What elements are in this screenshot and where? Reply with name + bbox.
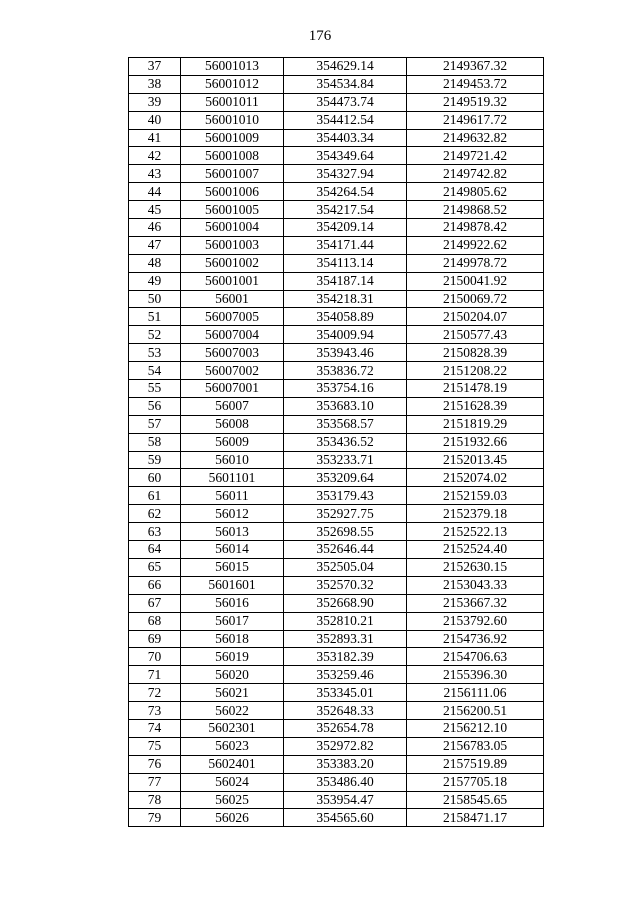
x-coordinate-cell: 354412.54 (284, 111, 407, 129)
table-row (129, 737, 544, 755)
point-id-cell: 56007005 (181, 308, 284, 326)
y-coordinate-cell: 2154736.92 (407, 630, 544, 648)
x-coordinate-cell: 353345.01 (284, 684, 407, 702)
point-id-cell: 56018 (181, 630, 284, 648)
table-row (129, 75, 544, 93)
x-coordinate-cell: 354565.60 (284, 809, 407, 827)
x-coordinate-cell: 352646.44 (284, 541, 407, 559)
row-number-cell: 38 (129, 75, 181, 93)
x-coordinate-cell: 354218.31 (284, 290, 407, 308)
y-coordinate-cell: 2149922.62 (407, 236, 544, 254)
x-coordinate-cell: 354058.89 (284, 308, 407, 326)
y-coordinate-cell: 2152379.18 (407, 505, 544, 523)
x-coordinate-cell: 353568.57 (284, 415, 407, 433)
x-coordinate-cell: 354171.44 (284, 236, 407, 254)
table-row (129, 791, 544, 809)
table-row (129, 576, 544, 594)
x-coordinate-cell: 353182.39 (284, 648, 407, 666)
table-row (129, 469, 544, 487)
row-number-cell: 70 (129, 648, 181, 666)
table-row (129, 326, 544, 344)
row-number-cell: 58 (129, 433, 181, 451)
point-id-cell: 56019 (181, 648, 284, 666)
x-coordinate-cell: 354264.54 (284, 183, 407, 201)
y-coordinate-cell: 2150577.43 (407, 326, 544, 344)
table-row (129, 165, 544, 183)
point-id-cell: 56017 (181, 612, 284, 630)
table-row (129, 684, 544, 702)
x-coordinate-cell: 354209.14 (284, 219, 407, 237)
table-row (129, 58, 544, 76)
row-number-cell: 61 (129, 487, 181, 505)
point-id-cell: 56001003 (181, 236, 284, 254)
table-row (129, 487, 544, 505)
point-id-cell: 56001005 (181, 201, 284, 219)
y-coordinate-cell: 2152524.40 (407, 541, 544, 559)
y-coordinate-cell: 2151819.29 (407, 415, 544, 433)
y-coordinate-cell: 2149367.32 (407, 58, 544, 76)
y-coordinate-cell: 2149805.62 (407, 183, 544, 201)
y-coordinate-cell: 2149453.72 (407, 75, 544, 93)
row-number-cell: 71 (129, 666, 181, 684)
table-row (129, 666, 544, 684)
point-id-cell: 56007002 (181, 362, 284, 380)
point-id-cell: 56001008 (181, 147, 284, 165)
y-coordinate-cell: 2156111.06 (407, 684, 544, 702)
row-number-cell: 74 (129, 719, 181, 737)
table-row (129, 254, 544, 272)
table-row (129, 397, 544, 415)
row-number-cell: 75 (129, 737, 181, 755)
point-id-cell: 56016 (181, 594, 284, 612)
y-coordinate-cell: 2149868.52 (407, 201, 544, 219)
y-coordinate-cell: 2156783.05 (407, 737, 544, 755)
x-coordinate-cell: 353754.16 (284, 380, 407, 398)
table-row (129, 344, 544, 362)
y-coordinate-cell: 2149519.32 (407, 93, 544, 111)
x-coordinate-cell: 352810.21 (284, 612, 407, 630)
row-number-cell: 55 (129, 380, 181, 398)
row-number-cell: 72 (129, 684, 181, 702)
table-row (129, 93, 544, 111)
row-number-cell: 76 (129, 755, 181, 773)
point-id-cell: 5602301 (181, 719, 284, 737)
row-number-cell: 53 (129, 344, 181, 362)
point-id-cell: 56001010 (181, 111, 284, 129)
y-coordinate-cell: 2150041.92 (407, 272, 544, 290)
point-id-cell: 56015 (181, 558, 284, 576)
y-coordinate-cell: 2154706.63 (407, 648, 544, 666)
point-id-cell: 5601101 (181, 469, 284, 487)
row-number-cell: 56 (129, 397, 181, 415)
y-coordinate-cell: 2157519.89 (407, 755, 544, 773)
x-coordinate-cell: 354349.64 (284, 147, 407, 165)
point-id-cell: 56014 (181, 541, 284, 559)
point-id-cell: 56008 (181, 415, 284, 433)
point-id-cell: 56007003 (181, 344, 284, 362)
y-coordinate-cell: 2149742.82 (407, 165, 544, 183)
x-coordinate-cell: 353259.46 (284, 666, 407, 684)
table-row (129, 719, 544, 737)
y-coordinate-cell: 2149721.42 (407, 147, 544, 165)
x-coordinate-cell: 353179.43 (284, 487, 407, 505)
x-coordinate-cell: 353836.72 (284, 362, 407, 380)
row-number-cell: 46 (129, 219, 181, 237)
table-row (129, 290, 544, 308)
row-number-cell: 37 (129, 58, 181, 76)
y-coordinate-cell: 2155396.30 (407, 666, 544, 684)
table-row (129, 541, 544, 559)
row-number-cell: 79 (129, 809, 181, 827)
point-id-cell: 56001011 (181, 93, 284, 111)
x-coordinate-cell: 352648.33 (284, 702, 407, 720)
row-number-cell: 65 (129, 558, 181, 576)
point-id-cell: 56007 (181, 397, 284, 415)
point-id-cell: 56024 (181, 773, 284, 791)
row-number-cell: 47 (129, 236, 181, 254)
table-row (129, 147, 544, 165)
y-coordinate-cell: 2149632.82 (407, 129, 544, 147)
point-id-cell: 5601601 (181, 576, 284, 594)
table-row (129, 451, 544, 469)
table-row (129, 773, 544, 791)
row-number-cell: 51 (129, 308, 181, 326)
y-coordinate-cell: 2151208.22 (407, 362, 544, 380)
point-id-cell: 56001 (181, 290, 284, 308)
row-number-cell: 64 (129, 541, 181, 559)
table-row (129, 236, 544, 254)
x-coordinate-cell: 353683.10 (284, 397, 407, 415)
y-coordinate-cell: 2152013.45 (407, 451, 544, 469)
point-id-cell: 56007004 (181, 326, 284, 344)
table-row (129, 219, 544, 237)
point-id-cell: 56012 (181, 505, 284, 523)
y-coordinate-cell: 2150069.72 (407, 290, 544, 308)
point-id-cell: 56025 (181, 791, 284, 809)
row-number-cell: 43 (129, 165, 181, 183)
row-number-cell: 57 (129, 415, 181, 433)
table-row (129, 129, 544, 147)
x-coordinate-cell: 353383.20 (284, 755, 407, 773)
table-row (129, 201, 544, 219)
table-row (129, 648, 544, 666)
point-id-cell: 56001013 (181, 58, 284, 76)
row-number-cell: 44 (129, 183, 181, 201)
y-coordinate-cell: 2158471.17 (407, 809, 544, 827)
row-number-cell: 62 (129, 505, 181, 523)
y-coordinate-cell: 2150204.07 (407, 308, 544, 326)
x-coordinate-cell: 352698.55 (284, 523, 407, 541)
table-row (129, 380, 544, 398)
x-coordinate-cell: 353436.52 (284, 433, 407, 451)
row-number-cell: 54 (129, 362, 181, 380)
x-coordinate-cell: 352972.82 (284, 737, 407, 755)
x-coordinate-cell: 352570.32 (284, 576, 407, 594)
point-id-cell: 56013 (181, 523, 284, 541)
x-coordinate-cell: 353486.40 (284, 773, 407, 791)
row-number-cell: 67 (129, 594, 181, 612)
row-number-cell: 45 (129, 201, 181, 219)
row-number-cell: 63 (129, 523, 181, 541)
x-coordinate-cell: 352927.75 (284, 505, 407, 523)
row-number-cell: 78 (129, 791, 181, 809)
table-row (129, 308, 544, 326)
point-id-cell: 56001012 (181, 75, 284, 93)
table-row (129, 362, 544, 380)
x-coordinate-cell: 353233.71 (284, 451, 407, 469)
x-coordinate-cell: 352893.31 (284, 630, 407, 648)
table-row (129, 415, 544, 433)
row-number-cell: 73 (129, 702, 181, 720)
table-row (129, 433, 544, 451)
row-number-cell: 68 (129, 612, 181, 630)
x-coordinate-cell: 354009.94 (284, 326, 407, 344)
row-number-cell: 48 (129, 254, 181, 272)
row-number-cell: 49 (129, 272, 181, 290)
x-coordinate-cell: 352654.78 (284, 719, 407, 737)
x-coordinate-cell: 352505.04 (284, 558, 407, 576)
x-coordinate-cell: 353954.47 (284, 791, 407, 809)
point-id-cell: 56010 (181, 451, 284, 469)
y-coordinate-cell: 2150828.39 (407, 344, 544, 362)
point-id-cell: 56026 (181, 809, 284, 827)
row-number-cell: 66 (129, 576, 181, 594)
x-coordinate-cell: 353943.46 (284, 344, 407, 362)
x-coordinate-cell: 354217.54 (284, 201, 407, 219)
table-row (129, 702, 544, 720)
table-row (129, 755, 544, 773)
y-coordinate-cell: 2157705.18 (407, 773, 544, 791)
row-number-cell: 50 (129, 290, 181, 308)
point-id-cell: 56009 (181, 433, 284, 451)
page-number: 176 (308, 28, 332, 44)
x-coordinate-cell: 354113.14 (284, 254, 407, 272)
table-row (129, 272, 544, 290)
y-coordinate-cell: 2149617.72 (407, 111, 544, 129)
point-id-cell: 56001009 (181, 129, 284, 147)
point-id-cell: 56021 (181, 684, 284, 702)
y-coordinate-cell: 2151628.39 (407, 397, 544, 415)
row-number-cell: 60 (129, 469, 181, 487)
table-body (129, 58, 544, 827)
y-coordinate-cell: 2153043.33 (407, 576, 544, 594)
y-coordinate-cell: 2149978.72 (407, 254, 544, 272)
table-row (129, 594, 544, 612)
point-id-cell: 56023 (181, 737, 284, 755)
y-coordinate-cell: 2149878.42 (407, 219, 544, 237)
table-row (129, 183, 544, 201)
table-row (129, 523, 544, 541)
x-coordinate-cell: 353209.64 (284, 469, 407, 487)
y-coordinate-cell: 2152522.13 (407, 523, 544, 541)
point-id-cell: 56020 (181, 666, 284, 684)
x-coordinate-cell: 352668.90 (284, 594, 407, 612)
y-coordinate-cell: 2156200.51 (407, 702, 544, 720)
row-number-cell: 39 (129, 93, 181, 111)
y-coordinate-cell: 2151478.19 (407, 380, 544, 398)
table-row (129, 809, 544, 827)
row-number-cell: 40 (129, 111, 181, 129)
x-coordinate-cell: 354629.14 (284, 58, 407, 76)
row-number-cell: 42 (129, 147, 181, 165)
point-id-cell: 56007001 (181, 380, 284, 398)
row-number-cell: 59 (129, 451, 181, 469)
y-coordinate-cell: 2153667.32 (407, 594, 544, 612)
row-number-cell: 77 (129, 773, 181, 791)
y-coordinate-cell: 2156212.10 (407, 719, 544, 737)
y-coordinate-cell: 2152159.03 (407, 487, 544, 505)
x-coordinate-cell: 354403.34 (284, 129, 407, 147)
y-coordinate-cell: 2153792.60 (407, 612, 544, 630)
table-row (129, 505, 544, 523)
point-id-cell: 56022 (181, 702, 284, 720)
point-id-cell: 56011 (181, 487, 284, 505)
point-id-cell: 56001006 (181, 183, 284, 201)
point-id-cell: 56001001 (181, 272, 284, 290)
point-id-cell: 5602401 (181, 755, 284, 773)
y-coordinate-cell: 2151932.66 (407, 433, 544, 451)
table-row (129, 558, 544, 576)
point-id-cell: 56001002 (181, 254, 284, 272)
row-number-cell: 52 (129, 326, 181, 344)
y-coordinate-cell: 2152074.02 (407, 469, 544, 487)
table-row (129, 612, 544, 630)
x-coordinate-cell: 354187.14 (284, 272, 407, 290)
x-coordinate-cell: 354534.84 (284, 75, 407, 93)
x-coordinate-cell: 354327.94 (284, 165, 407, 183)
coordinates-table (128, 57, 544, 827)
x-coordinate-cell: 354473.74 (284, 93, 407, 111)
point-id-cell: 56001004 (181, 219, 284, 237)
y-coordinate-cell: 2158545.65 (407, 791, 544, 809)
table-row (129, 630, 544, 648)
row-number-cell: 69 (129, 630, 181, 648)
row-number-cell: 41 (129, 129, 181, 147)
point-id-cell: 56001007 (181, 165, 284, 183)
y-coordinate-cell: 2152630.15 (407, 558, 544, 576)
table-row (129, 111, 544, 129)
